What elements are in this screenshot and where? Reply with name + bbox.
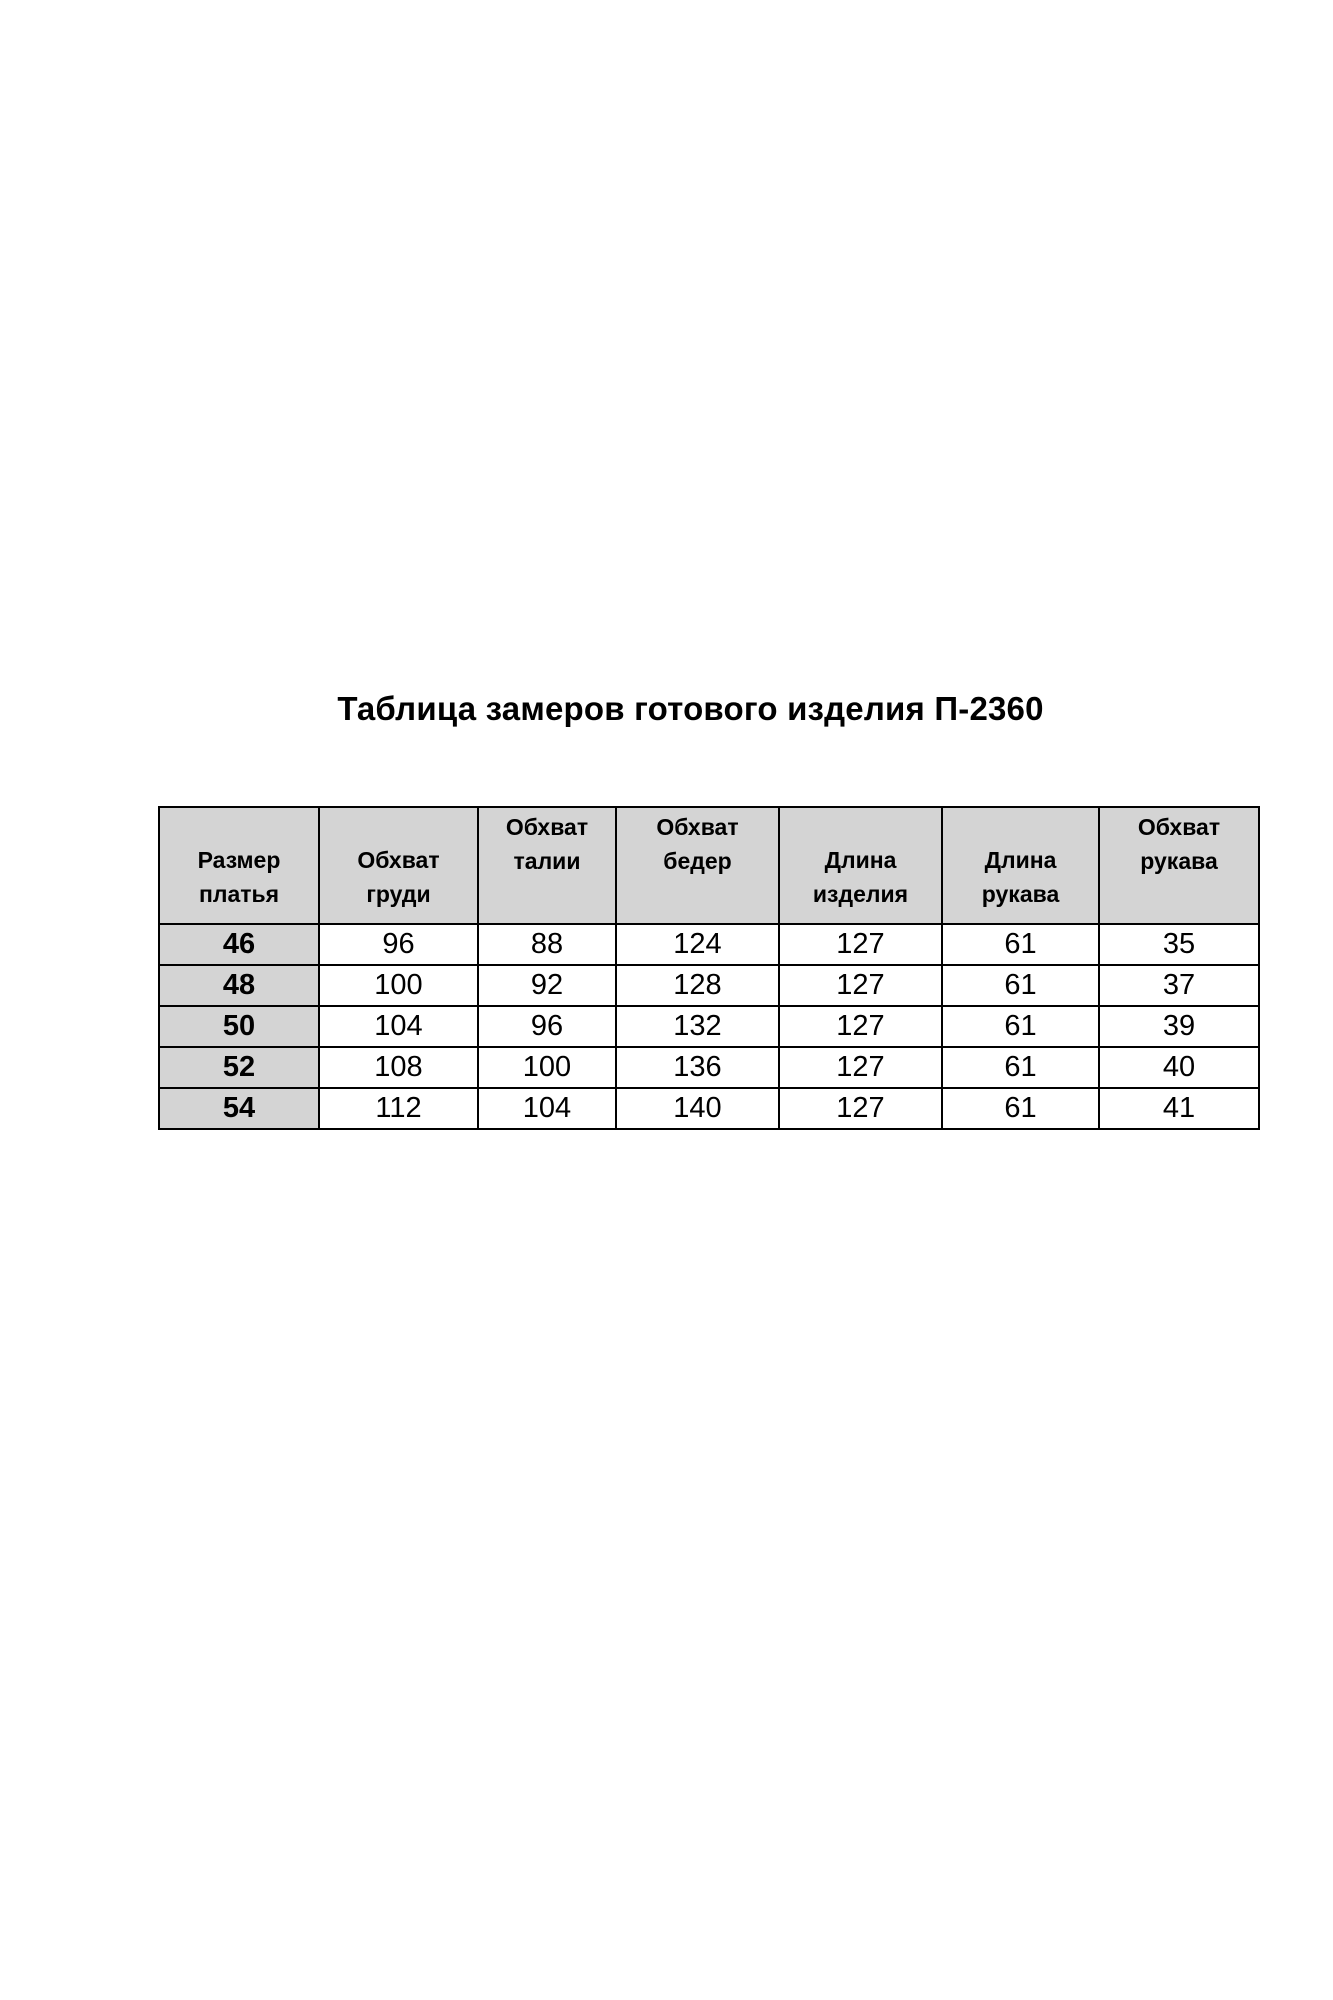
table-row: [159, 1006, 1259, 1047]
measurement-cell: 41: [1099, 1088, 1259, 1129]
measurement-cell: 61: [942, 924, 1099, 965]
column-header-line: талии: [513, 848, 581, 874]
column-header-line: платья: [198, 881, 280, 907]
measurement-cell: 127: [779, 965, 942, 1006]
measurement-cell: 104: [319, 1006, 478, 1047]
column-header-line: Обхват: [656, 814, 739, 840]
measurement-cell: 140: [616, 1088, 779, 1129]
measurement-cell: 61: [942, 965, 1099, 1006]
column-header-line: бедер: [663, 848, 732, 874]
size-cell: 46: [159, 924, 319, 965]
table-body: [159, 924, 1259, 1129]
column-header-line: Размер: [197, 847, 281, 873]
measurement-cell: 127: [779, 1047, 942, 1088]
measurement-cell: 127: [779, 1088, 942, 1129]
measurement-cell: 37: [1099, 965, 1259, 1006]
measurement-cell: 124: [616, 924, 779, 965]
column-header-line: рукава: [1140, 848, 1218, 874]
measurement-cell: 127: [779, 1006, 942, 1047]
column-header: [159, 807, 319, 924]
column-header-line: Длина: [984, 847, 1057, 873]
column-header-line: рукава: [981, 881, 1060, 907]
column-header-line: изделия: [812, 881, 909, 907]
measurement-cell: 35: [1099, 924, 1259, 965]
measurement-cell: 96: [478, 1006, 616, 1047]
size-cell: 54: [159, 1088, 319, 1129]
measurement-cell: 132: [616, 1006, 779, 1047]
column-header: [616, 807, 779, 924]
column-header: [779, 807, 942, 924]
measurement-cell: 128: [616, 965, 779, 1006]
column-header: [319, 807, 478, 924]
measurement-cell: 61: [942, 1047, 1099, 1088]
measurement-cell: 96: [319, 924, 478, 965]
table-row: [159, 1047, 1259, 1088]
measurement-cell: 100: [478, 1047, 616, 1088]
table-row: [159, 1088, 1259, 1129]
column-header-line: Длина: [824, 847, 897, 873]
size-table: [158, 806, 1260, 1130]
measurement-cell: 61: [942, 1006, 1099, 1047]
measurement-cell: 100: [319, 965, 478, 1006]
measurement-cell: 127: [779, 924, 942, 965]
measurement-cell: 104: [478, 1088, 616, 1129]
measurement-cell: 61: [942, 1088, 1099, 1129]
measurement-cell: 92: [478, 965, 616, 1006]
column-header-line: Обхват: [357, 847, 440, 873]
column-header-line: Обхват: [1137, 814, 1221, 840]
table-title: Таблица замеров готового изделия П-2360: [337, 690, 1044, 727]
table-row: [159, 924, 1259, 965]
column-header-line: Обхват: [505, 814, 589, 840]
size-cell: 50: [159, 1006, 319, 1047]
size-cell: 52: [159, 1047, 319, 1088]
measurement-cell: 108: [319, 1047, 478, 1088]
measurement-cell: 88: [478, 924, 616, 965]
column-header: [942, 807, 1099, 924]
header-row: [159, 807, 1259, 924]
measurement-cell: 39: [1099, 1006, 1259, 1047]
measurement-cell: 136: [616, 1047, 779, 1088]
measurement-cell: 40: [1099, 1047, 1259, 1088]
column-header: [1099, 807, 1259, 924]
size-cell: 48: [159, 965, 319, 1006]
column-header-line: груди: [366, 881, 431, 907]
table-row: [159, 965, 1259, 1006]
measurement-cell: 112: [319, 1088, 478, 1129]
column-header: [478, 807, 616, 924]
